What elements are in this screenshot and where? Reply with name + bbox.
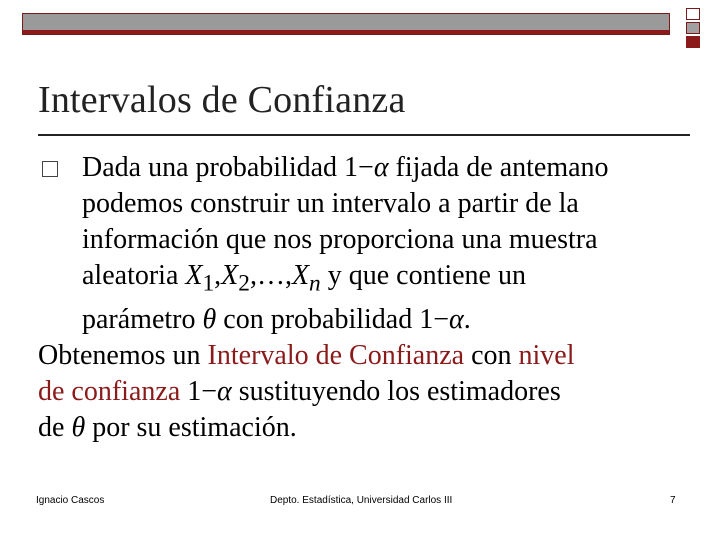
slide-title: Intervalos de Confianza bbox=[38, 79, 406, 121]
title-underline bbox=[38, 134, 690, 136]
slide-content bbox=[38, 150, 678, 446]
theta-symbol: θ bbox=[71, 411, 86, 443]
top-bar-fill bbox=[23, 14, 669, 31]
period: . bbox=[463, 303, 471, 335]
bullet-text: y que contiene un bbox=[320, 260, 526, 291]
minus-sign: − bbox=[358, 152, 374, 183]
square-bullet-icon bbox=[42, 161, 58, 177]
bullet-line-1 bbox=[82, 150, 678, 186]
square-red bbox=[686, 36, 700, 48]
comma: , bbox=[214, 260, 222, 291]
bullet-text: parámetro bbox=[82, 303, 203, 335]
bullet-line-4 bbox=[82, 258, 678, 302]
paragraph-text: sustituyendo los estimadores bbox=[231, 375, 561, 407]
minus-sign: − bbox=[201, 375, 218, 407]
paragraph-text: de bbox=[38, 411, 72, 443]
highlight-intervalo-de-confianza: Intervalo de Confianza bbox=[207, 339, 465, 371]
paragraph-line-2 bbox=[38, 374, 678, 410]
variable-x1: X bbox=[185, 260, 203, 291]
bullet-text: con probabilidad 1 bbox=[216, 303, 434, 335]
bullet-item bbox=[38, 150, 678, 338]
bullet-text: aleatoria bbox=[82, 260, 186, 291]
footer-page-number: 7 bbox=[670, 495, 676, 506]
subscript-2: 2 bbox=[238, 270, 250, 297]
theta-symbol: θ bbox=[202, 303, 217, 335]
ellipsis: ,…, bbox=[249, 260, 292, 291]
paragraph-text: Obtenemos un bbox=[38, 339, 208, 371]
top-bar-stripe bbox=[23, 30, 669, 34]
variable-xn: X bbox=[291, 260, 310, 291]
paragraph-text: por su estimación. bbox=[85, 411, 297, 443]
paragraph-line-1 bbox=[38, 338, 678, 374]
bullet-text: fijada de antemano bbox=[388, 152, 609, 183]
alpha-symbol: α bbox=[217, 375, 232, 407]
variable-x2: X bbox=[221, 260, 239, 291]
footer-department: Depto. Estadística, Universidad Carlos III bbox=[270, 495, 453, 506]
alpha-symbol: α bbox=[449, 303, 464, 335]
subscript-n: n bbox=[309, 270, 321, 297]
top-decorative-bar bbox=[22, 13, 670, 35]
bullet-line-3: información que nos proporciona una muestra bbox=[82, 224, 598, 255]
square-white bbox=[686, 8, 700, 20]
minus-sign: − bbox=[433, 303, 450, 335]
paragraph-line-3 bbox=[38, 410, 678, 446]
paragraph-text: 1 bbox=[180, 375, 202, 407]
square-grey bbox=[686, 22, 700, 34]
bullet-line-5 bbox=[82, 302, 678, 338]
highlight-nivel: nivel bbox=[518, 339, 575, 371]
bullet-line-2: podemos construir un intervalo a partir de la bbox=[82, 188, 579, 219]
alpha-symbol: α bbox=[373, 152, 389, 183]
bullet-text: Dada una probabilidad 1 bbox=[82, 152, 359, 183]
highlight-de-confianza: de confianza bbox=[38, 375, 181, 407]
footer-author: Ignacio Cascos bbox=[36, 495, 105, 506]
body-paragraph bbox=[38, 338, 678, 446]
top-right-squares bbox=[686, 8, 702, 50]
paragraph-text: con bbox=[464, 339, 519, 371]
subscript-1: 1 bbox=[202, 270, 215, 297]
